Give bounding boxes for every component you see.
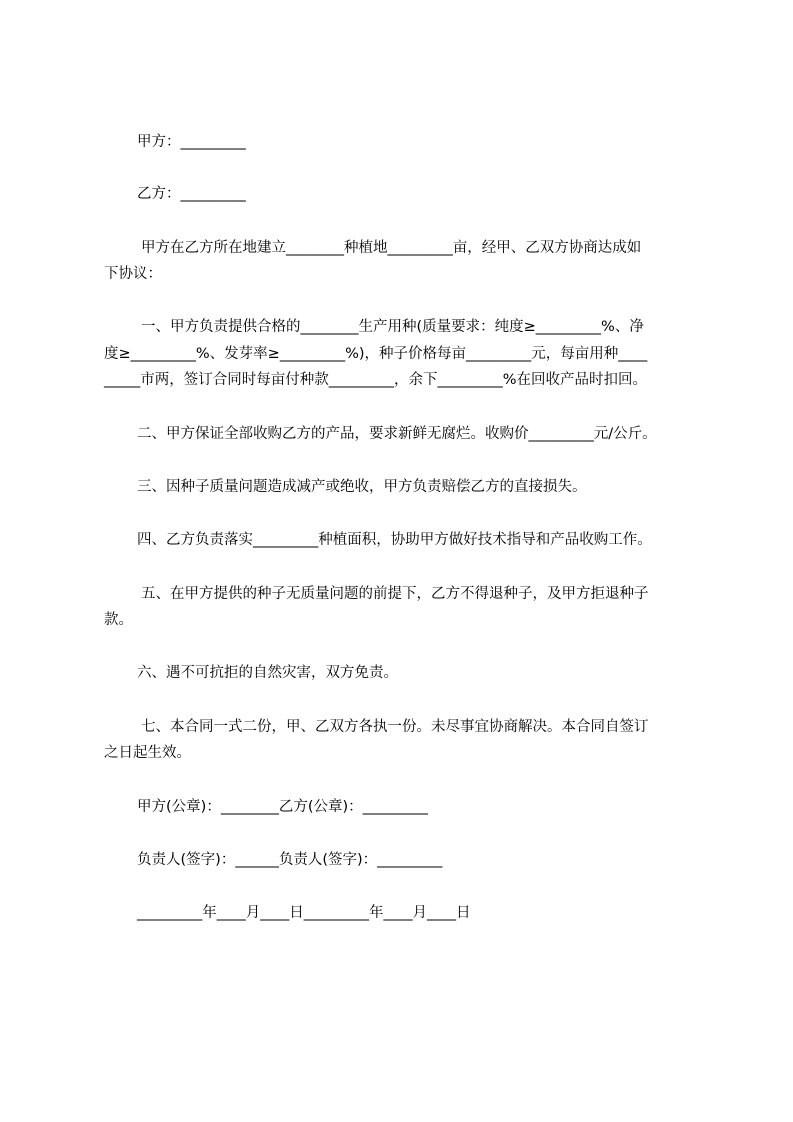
party-b-line: 乙方：_________ [137,186,246,202]
clause-7-line-1: 七、本合同一式二份，甲、乙双方各执一份。未尽事宜协商解决。本合同自签订 [141,719,649,735]
intro-line-1: 甲方在乙方所在地建立________种植地_________亩，经甲、乙双方协商达成如 [141,240,642,256]
clause-1-line-2: 度≥_________%、发芽率≥_________%)，种子价格每亩_________元，每亩用种____ [104,346,648,362]
clause-7-line-2: 之日起生效。 [104,745,191,761]
intro-line-2: 下协议： [104,266,162,282]
clause-1-line-1: 一、甲方负责提供合格的________生产用种(质量要求：纯度≥_________%、净 [141,319,644,335]
clause-1-line-3: _____市两，签订合同时每亩付种款_________，余下_________%在回收产品时扣回。 [104,372,648,388]
clause-3: 三、因种子质量问题造成减产或绝收，甲方负责赔偿乙方的直接损失。 [137,479,587,495]
seal-line: 甲方(公章)：________乙方(公章)：_________ [137,799,428,815]
signer-line: 负责人(签字)：______负责人(签字)：_________ [137,852,443,868]
party-a-line: 甲方：_________ [137,134,246,150]
clause-5-line-1: 五、在甲方提供的种子无质量问题的前提下，乙方不得退种子，及甲方拒退种子 [141,586,649,602]
clause-5-line-2: 款。 [104,612,133,628]
clause-6: 六、遇不可抗拒的自然灾害，双方免责。 [137,665,398,681]
clause-4: 四、乙方负责落实_________种植面积，协助甲方做好技术指导和产品收购工作。 [137,532,652,548]
clause-2: 二、甲方保证全部收购乙方的产品，要求新鲜无腐烂。收购价_________元/公斤。 [137,426,657,442]
date-line: _________年____月____日_________年____月____日 [137,905,471,921]
